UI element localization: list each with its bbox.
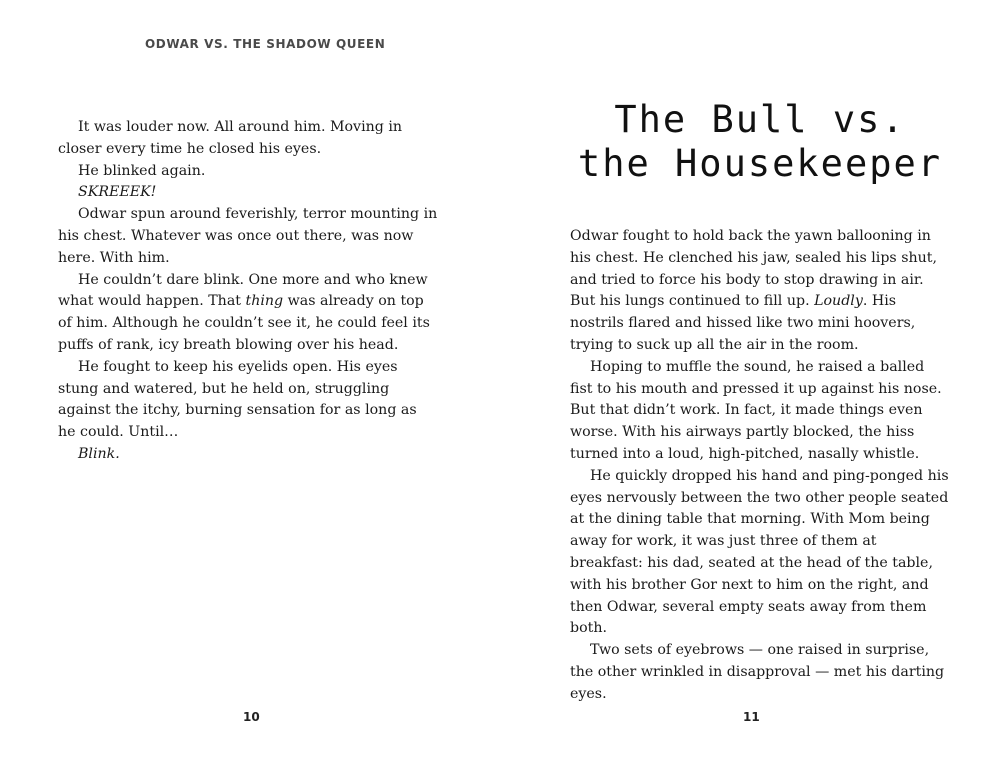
paragraph: Two sets of eyebrows — one raised in surprise, the other wrinkled in disapproval — met his darting eyes. — [570, 642, 945, 702]
paragraph — [570, 226, 950, 357]
text-run: . His nostrils flared and hissed like two mini hoovers, trying to suck up all the air in the room. — [570, 293, 916, 353]
page-number: 11 — [743, 710, 760, 724]
chapter-title-line: The Bull vs. — [614, 98, 906, 141]
paragraph: Blink. — [78, 445, 120, 462]
running-head: ODWAR VS. THE SHADOW QUEEN — [145, 37, 386, 51]
paragraph: He quickly dropped his hand and ping-ponged his eyes nervously between the two other people seated at the dining table that morning. With Mom being away for work, it was just three of them at breakfast: his dad, seated at the head of the table, with his brother Gor next to him on the right, and then Odwar, several empty seats away from them both. — [570, 467, 949, 637]
paragraph — [58, 270, 438, 357]
text-run: Odwar fought to hold back the yawn ballooning in his chest. He clenched his jaw, sealed his lips shut, and tried to force his body to stop drawing in air. But his lungs continued to fill up. — [570, 228, 937, 310]
chapter-title-line: the Housekeeper — [577, 142, 943, 185]
paragraph: He fought to keep his eyelids open. His eyes stung and watered, but he held on, struggling against the itchy, burning sensation for as long as he could. Until… — [58, 358, 417, 441]
paragraph: Odwar spun around feverishly, terror mounting in his chest. Whatever was once out there, was now here. With him. — [58, 206, 438, 266]
left-body-text — [58, 117, 438, 466]
right-page — [500, 0, 1000, 768]
emphasis: thing — [245, 293, 284, 310]
paragraph: Hoping to muffle the sound, he raised a balled fist to his mouth and pressed it up against his nose. But that didn’t work. In fact, it made things even worse. With his airways partly blocked, the hiss turned into a loud, high-pitched, nasally whistle. — [570, 358, 942, 462]
right-body-text — [570, 226, 950, 706]
paragraph: It was louder now. All around him. Moving in closer every time he closed his eyes. — [58, 119, 403, 157]
text-run: was already on top of him. Although he couldn’t see it, he could feel its puffs of rank, icy breath blowing over his head. — [58, 293, 430, 353]
paragraph: He blinked again. — [78, 162, 206, 179]
chapter-title — [550, 98, 970, 186]
text-run: He couldn’t dare blink. One more and who knew what would happen. That — [58, 271, 428, 310]
paragraph: SKREEEK! — [78, 184, 157, 201]
page-number: 10 — [243, 710, 260, 724]
emphasis: Loudly — [814, 293, 863, 310]
